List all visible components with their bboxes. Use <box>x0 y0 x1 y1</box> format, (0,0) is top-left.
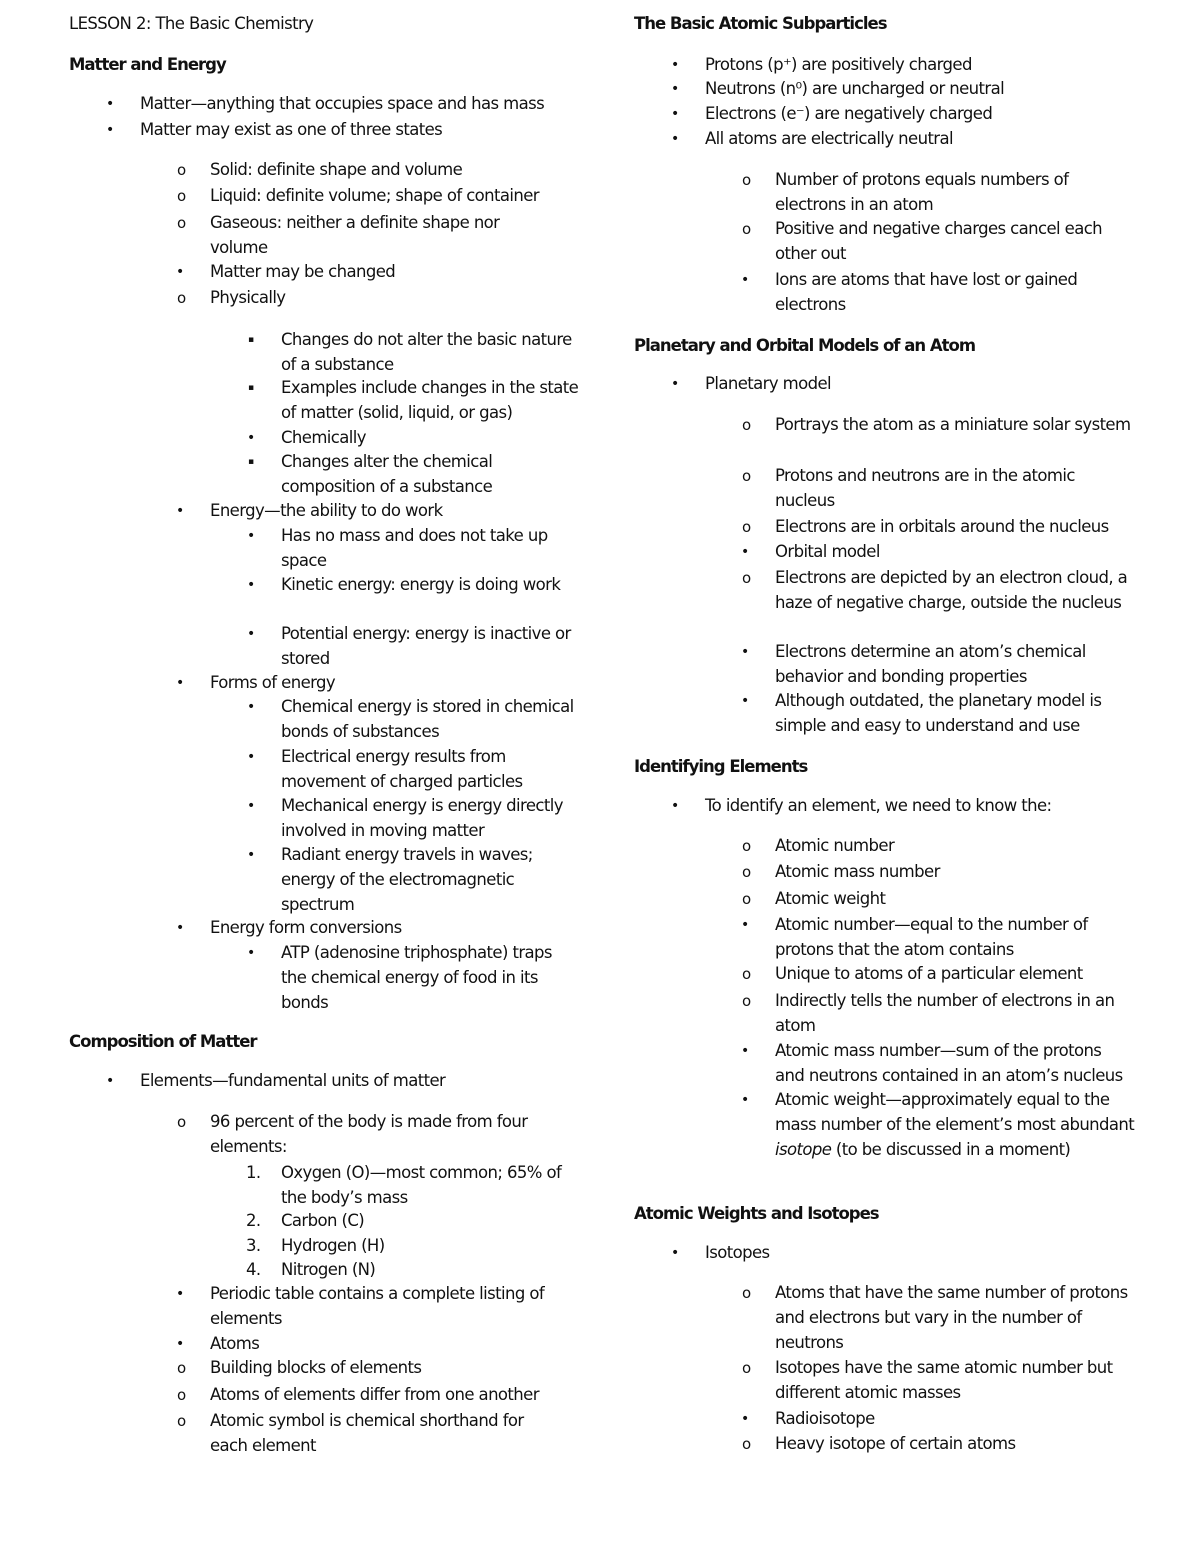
list-item-text: Ions are atoms that have lost or gained electrons <box>775 270 1078 314</box>
bullet-marker: • <box>176 1336 184 1352</box>
list-item-text: Has no mass and does not take up space <box>281 526 548 570</box>
list-item <box>106 118 590 143</box>
circle-marker: o <box>742 992 751 1010</box>
list-item-text: Protons (p⁺) are positively charged <box>705 55 972 74</box>
circle-marker: o <box>742 467 751 485</box>
bullet-marker: • <box>247 798 255 814</box>
list-item-text: Electrical energy results from movement of charged particles <box>281 747 523 791</box>
list-item <box>246 1234 581 1259</box>
square-marker: ▪ <box>248 335 254 345</box>
bullet-marker: • <box>247 847 255 863</box>
list-item-text: Matter may be changed <box>210 262 396 281</box>
list-item <box>246 1161 581 1211</box>
circle-marker: o <box>742 863 751 881</box>
list-item-text: Number of protons equals numbers of electrons in an atom <box>775 170 1069 214</box>
circle-marker: o <box>742 416 751 434</box>
bullet-marker: • <box>176 264 184 280</box>
list-item <box>742 989 1135 1039</box>
list-item-text: Positive and negative charges cancel each other out <box>775 219 1103 263</box>
list-item <box>742 887 1135 912</box>
list-item <box>248 450 581 500</box>
list-item <box>176 260 560 285</box>
circle-marker: o <box>742 518 751 536</box>
list-item <box>177 1356 560 1381</box>
list-item-text: Atomic symbol is chemical shorthand for each element <box>210 1411 524 1455</box>
circle-marker: o <box>177 161 186 179</box>
circle-marker: o <box>177 187 186 205</box>
circle-marker: o <box>177 214 186 232</box>
list-item-text: Neutrons (n⁰) are uncharged or neutral <box>705 79 1005 98</box>
list-item-text: Isotopes have the same atomic number but different atomic masses <box>775 1358 1113 1402</box>
list-item <box>741 640 1135 690</box>
number-marker: 2. <box>246 1211 261 1230</box>
list-item <box>671 794 1175 819</box>
bullet-marker: • <box>106 1073 114 1089</box>
list-item-text: Chemically <box>281 428 366 447</box>
list-item <box>742 1356 1135 1406</box>
list-item-text: ATP (adenosine triphosphate) traps the chemical energy of food in its bonds <box>281 943 552 1012</box>
circle-marker: o <box>742 965 751 983</box>
list-item-text: Changes do not alter the basic nature of a substance <box>281 330 572 374</box>
list-item-text: Examples include changes in the state of matter (solid, liquid, or gas) <box>281 378 579 422</box>
circle-marker: o <box>742 171 751 189</box>
bullet-marker: • <box>671 1245 679 1261</box>
list-item <box>671 127 1175 152</box>
bullet-marker: • <box>247 699 255 715</box>
list-item <box>247 524 581 574</box>
number-marker: 3. <box>246 1236 261 1255</box>
list-item <box>742 217 1135 267</box>
list-item <box>177 1409 560 1459</box>
list-item <box>741 1039 1135 1089</box>
list-item <box>742 566 1135 616</box>
list-item <box>247 426 581 451</box>
circle-marker: o <box>177 1412 186 1430</box>
list-item <box>248 328 581 378</box>
list-item <box>177 1383 560 1408</box>
heading-composition-of-matter: Composition of Matter <box>69 1032 257 1051</box>
list-item <box>741 913 1135 963</box>
list-item <box>106 92 590 117</box>
list-item-text: Atomic mass number—sum of the protons and neutrons contained in an atom’s nucleus <box>775 1041 1123 1085</box>
circle-marker: o <box>742 569 751 587</box>
bullet-marker: • <box>176 920 184 936</box>
list-item <box>176 671 560 696</box>
bullet-marker: • <box>671 798 679 814</box>
list-item <box>741 689 1135 739</box>
italic-term: isotope <box>775 1139 832 1159</box>
list-item <box>671 77 1175 102</box>
list-item-text: Energy form conversions <box>210 918 402 937</box>
list-item-text: Isotopes <box>705 1243 770 1262</box>
list-item <box>176 499 560 524</box>
list-item-text: Liquid: definite volume; shape of container <box>210 186 539 205</box>
list-item <box>671 372 1175 397</box>
bullet-marker: • <box>671 131 679 147</box>
list-item <box>742 413 1135 438</box>
list-item-text: To identify an element, we need to know the: <box>705 796 1052 815</box>
bullet-marker: • <box>741 644 749 660</box>
bullet-marker: • <box>671 376 679 392</box>
circle-marker: o <box>742 890 751 908</box>
list-item <box>247 695 581 745</box>
number-marker: 4. <box>246 1260 261 1279</box>
heading-identifying-elements: Identifying Elements <box>634 757 808 776</box>
list-item <box>741 540 1135 565</box>
list-item <box>671 53 1175 78</box>
list-item <box>742 1432 1135 1457</box>
circle-marker: o <box>177 289 186 307</box>
bullet-marker: • <box>741 1092 749 1108</box>
list-item-text: Atomic mass number <box>775 862 940 881</box>
list-item <box>671 1241 1175 1266</box>
list-item <box>741 1407 1135 1432</box>
list-item-text: Oxygen (O)—most common; 65% of the body’s mass <box>281 1163 562 1207</box>
list-item-text: Nitrogen (N) <box>281 1260 376 1279</box>
circle-marker: o <box>742 837 751 855</box>
square-marker: ▪ <box>248 383 254 393</box>
list-item <box>177 286 560 311</box>
list-item-text <box>775 1088 1135 1162</box>
list-item-text: Chemical energy is stored in chemical bonds of substances <box>281 697 574 741</box>
list-item-text: Electrons are in orbitals around the nucleus <box>775 517 1109 536</box>
list-item-text: Gaseous: neither a definite shape nor volume <box>210 213 500 257</box>
list-item-text: Matter may exist as one of three states <box>140 120 443 139</box>
list-item <box>742 860 1135 885</box>
bullet-marker: • <box>106 96 114 112</box>
list-item-text: Radiant energy travels in waves; energy of the electromagnetic spectrum <box>281 845 533 914</box>
list-item <box>742 464 1135 514</box>
page-title: LESSON 2: The Basic Chemistry <box>69 14 314 33</box>
list-item-text: Although outdated, the planetary model is simple and easy to understand and use <box>775 691 1102 735</box>
list-item-text: Kinetic energy: energy is doing work <box>281 575 561 594</box>
list-item-text: Energy—the ability to do work <box>210 501 443 520</box>
list-item-text: Periodic table contains a complete listing of elements <box>210 1284 545 1328</box>
bullet-marker: • <box>247 626 255 642</box>
bullet-marker: • <box>671 81 679 97</box>
list-item-text: Indirectly tells the number of electrons in an atom <box>775 991 1115 1035</box>
list-item-text: All atoms are electrically neutral <box>705 129 953 148</box>
bullet-marker: • <box>247 528 255 544</box>
list-item-text: Atoms of elements differ from one another <box>210 1385 539 1404</box>
bullet-marker: • <box>247 577 255 593</box>
list-item-text: Atomic number <box>775 836 895 855</box>
list-item <box>176 1282 560 1332</box>
list-item <box>247 794 581 844</box>
list-item-text: Atoms that have the same number of protons and electrons but vary in the number of neutrons <box>775 1283 1128 1352</box>
circle-marker: o <box>742 220 751 238</box>
heading-planetary-orbital-models: Planetary and Orbital Models of an Atom <box>634 336 976 355</box>
bullet-marker: • <box>741 544 749 560</box>
list-item <box>106 1069 590 1094</box>
circle-marker: o <box>177 1113 186 1131</box>
list-item-text: Building blocks of elements <box>210 1358 422 1377</box>
list-item-text: Electrons (e⁻) are negatively charged <box>705 104 993 123</box>
list-item-text: 96 percent of the body is made from four elements: <box>210 1112 528 1156</box>
list-item <box>176 916 560 941</box>
bullet-marker: • <box>741 917 749 933</box>
list-item-text: Protons and neutrons are in the atomic nucleus <box>775 466 1075 510</box>
circle-marker: o <box>177 1359 186 1377</box>
list-item <box>247 622 581 672</box>
circle-marker: o <box>177 1386 186 1404</box>
bullet-marker: • <box>176 1286 184 1302</box>
list-item <box>177 184 560 209</box>
list-item-text: Heavy isotope of certain atoms <box>775 1434 1016 1453</box>
bullet-marker: • <box>176 675 184 691</box>
bullet-marker: • <box>671 106 679 122</box>
list-item <box>742 1281 1135 1355</box>
bullet-marker: • <box>176 503 184 519</box>
list-item <box>742 168 1135 218</box>
text-run: (to be discussed in a moment) <box>831 1139 1071 1159</box>
heading-matter-and-energy: Matter and Energy <box>69 55 226 74</box>
list-item-text: Electrons determine an atom’s chemical behavior and bonding properties <box>775 642 1086 686</box>
list-item-text: Radioisotope <box>775 1409 875 1428</box>
list-item-text: Planetary model <box>705 374 832 393</box>
circle-marker: o <box>742 1359 751 1377</box>
heading-atomic-weights-isotopes: Atomic Weights and Isotopes <box>634 1204 879 1223</box>
list-item <box>741 268 1135 318</box>
list-item <box>246 1209 581 1234</box>
list-item <box>247 745 581 795</box>
list-item-text: Carbon (C) <box>281 1211 365 1230</box>
list-item-text: Elements—fundamental units of matter <box>140 1071 446 1090</box>
bullet-marker: • <box>106 122 114 138</box>
list-item <box>248 376 581 426</box>
list-item-text: Atomic number—equal to the number of protons that the atom contains <box>775 915 1088 959</box>
list-item-text: Physically <box>210 288 286 307</box>
square-marker: ▪ <box>248 457 254 467</box>
list-item <box>247 573 581 598</box>
bullet-marker: • <box>741 1043 749 1059</box>
list-item <box>741 1088 1135 1162</box>
list-item-text: Changes alter the chemical composition of a substance <box>281 452 493 496</box>
list-item-text: Matter—anything that occupies space and has mass <box>140 94 545 113</box>
list-item <box>742 834 1135 859</box>
list-item-text: Electrons are depicted by an electron cloud, a haze of negative charge, outside the nucleus <box>775 568 1128 612</box>
number-marker: 1. <box>246 1163 261 1182</box>
heading-atomic-subparticles: The Basic Atomic Subparticles <box>634 14 887 33</box>
list-item-text: Unique to atoms of a particular element <box>775 964 1083 983</box>
bullet-marker: • <box>671 57 679 73</box>
list-item-text: Potential energy: energy is inactive or stored <box>281 624 571 668</box>
text-run: Atomic weight—approximately equal to the mass number of the element’s most abundant <box>775 1090 1135 1134</box>
list-item-text: Mechanical energy is energy directly involved in moving matter <box>281 796 563 840</box>
list-item-text: Atoms <box>210 1334 260 1353</box>
list-item <box>247 941 581 1015</box>
list-item-text: Atomic weight <box>775 889 886 908</box>
bullet-marker: • <box>247 945 255 961</box>
list-item-text: Solid: definite shape and volume <box>210 160 463 179</box>
bullet-marker: • <box>247 430 255 446</box>
circle-marker: o <box>742 1435 751 1453</box>
list-item <box>742 962 1135 987</box>
list-item <box>671 102 1175 127</box>
list-item <box>177 211 560 261</box>
list-item-text: Portrays the atom as a miniature solar system <box>775 415 1131 434</box>
bullet-marker: • <box>741 693 749 709</box>
list-item <box>176 1332 560 1357</box>
list-item <box>247 843 581 917</box>
list-item <box>742 515 1135 540</box>
list-item-text: Hydrogen (H) <box>281 1236 385 1255</box>
list-item <box>246 1258 581 1283</box>
bullet-marker: • <box>247 749 255 765</box>
bullet-marker: • <box>741 1411 749 1427</box>
list-item <box>177 158 560 183</box>
bullet-marker: • <box>741 272 749 288</box>
list-item-text: Orbital model <box>775 542 880 561</box>
list-item <box>177 1110 560 1160</box>
list-item-text: Forms of energy <box>210 673 336 692</box>
circle-marker: o <box>742 1284 751 1302</box>
